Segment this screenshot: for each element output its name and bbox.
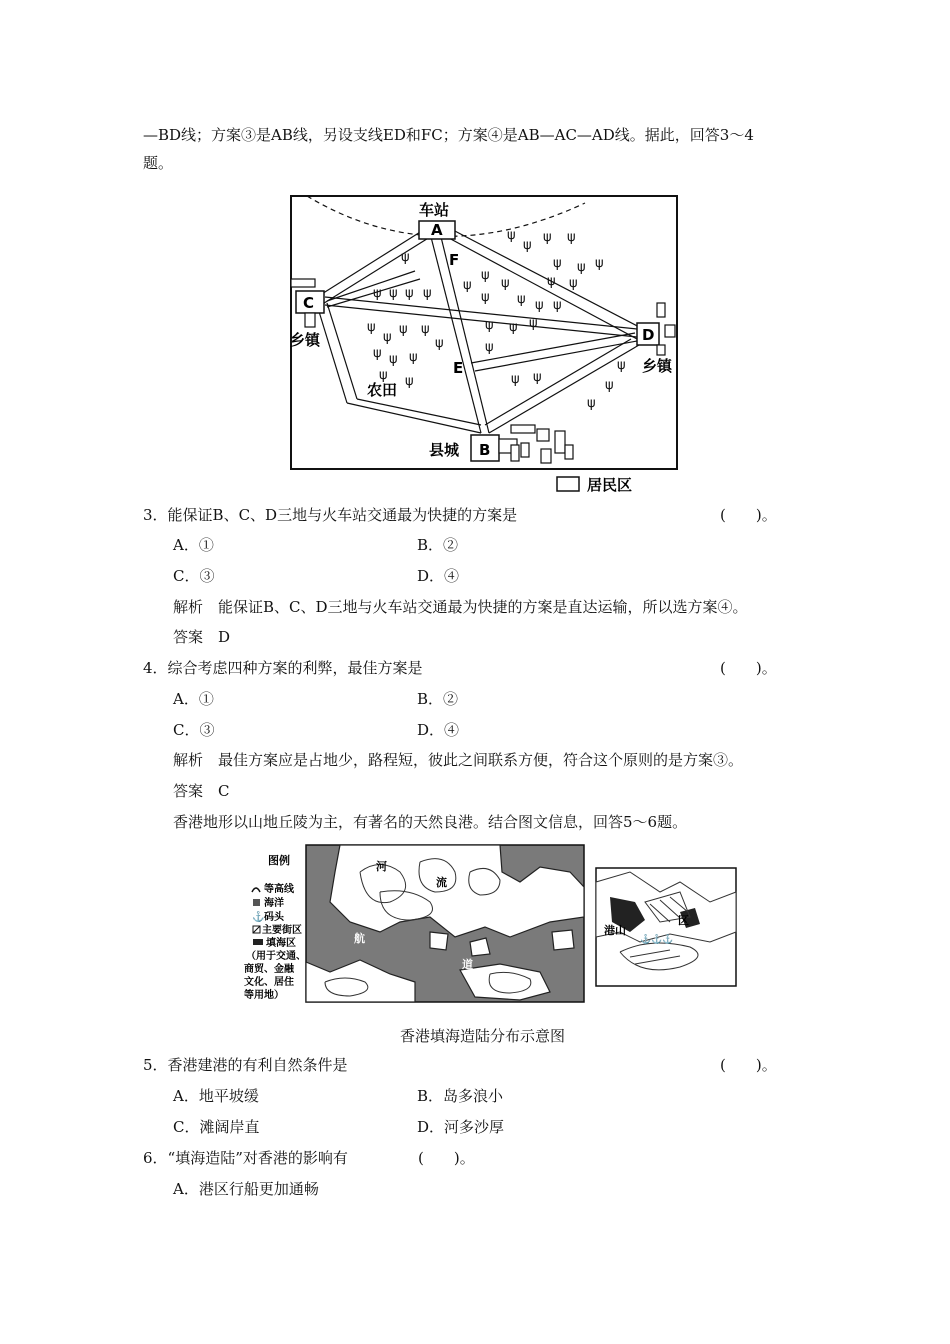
- sea-icon: [253, 899, 260, 906]
- svg-text:ψ: ψ: [535, 298, 544, 313]
- legend-note-1: （用于交通、: [246, 951, 306, 962]
- hk-intro: 香港地形以山地丘陵为主，有著名的天然良港。结合图文信息，回答5～6题。: [173, 813, 688, 831]
- svg-text:ψ: ψ: [617, 358, 626, 373]
- q3-option-d: D．④: [417, 567, 460, 585]
- contour-icon: [252, 888, 260, 892]
- svg-text:ψ: ψ: [373, 346, 382, 361]
- legend-note-3: 文化、居住: [244, 977, 294, 988]
- svg-text:ψ: ψ: [517, 292, 526, 307]
- county-label: 县城: [429, 441, 460, 459]
- svg-text:ψ: ψ: [481, 290, 490, 305]
- svg-text:ψ: ψ: [481, 268, 490, 283]
- svg-text:ψ: ψ: [529, 316, 538, 331]
- svg-text:ψ: ψ: [399, 322, 408, 337]
- label-qu: 区: [678, 914, 689, 927]
- svg-text:ψ: ψ: [373, 286, 382, 301]
- point-A-label: A: [431, 221, 443, 239]
- pier-icon: ⚓⚓⚓: [640, 935, 674, 945]
- q5-bracket: ( )。: [720, 1056, 777, 1074]
- q4-analysis: 解析 最佳方案应是占地少，路程短，彼此之间联系方便，符合这个原则的是方案③。: [173, 751, 744, 769]
- point-F-label: F: [449, 251, 460, 269]
- svg-text:ψ: ψ: [485, 340, 494, 355]
- q3-answer: 答案 D: [173, 628, 231, 646]
- legend-item-street: 主要街区: [262, 925, 302, 936]
- svg-text:ψ: ψ: [605, 378, 614, 393]
- q3-option-c: C．③: [173, 567, 215, 585]
- q4-answer: 答案 C: [173, 782, 230, 800]
- point-E-label: E: [453, 359, 464, 377]
- q4-option-a: A．①: [173, 690, 214, 708]
- legend-note-4: 等用地）: [244, 990, 284, 1001]
- q3-option-a: A．①: [173, 536, 214, 554]
- town-left-label: 乡镇: [290, 331, 321, 349]
- svg-text:ψ: ψ: [547, 274, 556, 289]
- svg-text:ψ: ψ: [587, 396, 596, 411]
- label-dao: 道: [462, 958, 473, 971]
- q4-bracket: ( )。: [720, 659, 777, 677]
- legend-title: 图例: [268, 854, 290, 867]
- legend-box: [557, 477, 579, 491]
- q6-bracket: ( )。: [418, 1149, 475, 1167]
- q4-option-d: D．④: [417, 721, 460, 739]
- q5-option-b: B．岛多浪小: [417, 1087, 504, 1105]
- svg-text:ψ: ψ: [509, 320, 518, 335]
- svg-text:ψ: ψ: [507, 228, 516, 243]
- svg-text:ψ: ψ: [405, 286, 414, 301]
- svg-text:ψ: ψ: [463, 278, 472, 293]
- svg-text:ψ: ψ: [435, 336, 444, 351]
- legend-residential-label: 居民区: [587, 476, 633, 494]
- svg-text:ψ: ψ: [501, 276, 510, 291]
- label-he: 河: [376, 860, 387, 873]
- svg-text:ψ: ψ: [511, 372, 520, 387]
- q3-bracket: ( )。: [720, 506, 777, 524]
- railway-plan-map: [285, 193, 685, 498]
- svg-text:ψ: ψ: [533, 370, 542, 385]
- label-gangshan: 港山: [604, 924, 626, 937]
- svg-text:ψ: ψ: [389, 286, 398, 301]
- svg-text:ψ: ψ: [523, 238, 532, 253]
- legend-item-reclaim: 填海区: [266, 938, 296, 949]
- svg-text:ψ: ψ: [405, 374, 414, 389]
- svg-text:ψ: ψ: [595, 256, 604, 271]
- svg-text:ψ: ψ: [367, 320, 376, 335]
- town-right-label: 乡镇: [642, 357, 673, 375]
- q4-stem: 4．综合考虑四种方案的利弊，最佳方案是: [143, 659, 423, 677]
- svg-text:ψ: ψ: [389, 352, 398, 367]
- svg-text:ψ: ψ: [379, 368, 388, 383]
- legend-item-contour: 等高线: [264, 884, 294, 895]
- svg-text:ψ: ψ: [569, 276, 578, 291]
- point-D-label: D: [642, 326, 655, 344]
- q5-option-c: C．滩阔岸直: [173, 1118, 260, 1136]
- label-liu: 流: [436, 876, 447, 889]
- svg-text:ψ: ψ: [401, 250, 410, 265]
- q4-option-c: C．③: [173, 721, 215, 739]
- q3-analysis: 解析 能保证B、C、D三地与火车站交通最为快捷的方案是直达运输，所以选方案④。: [173, 598, 748, 616]
- svg-text:ψ: ψ: [485, 318, 494, 333]
- q6-stem: 6．“填海造陆”对香港的影响有: [143, 1149, 348, 1167]
- label-hang: 航: [354, 932, 365, 945]
- q3-stem: 3．能保证B、C、D三地与火车站交通最为快捷的方案是: [143, 506, 518, 524]
- q5-option-a: A．地平坡缓: [173, 1087, 259, 1105]
- farmland-label: 农田: [367, 381, 398, 399]
- intro-line-2: 题。: [143, 154, 174, 172]
- point-B-label: B: [479, 441, 491, 459]
- station-label: 车站: [419, 201, 450, 219]
- svg-text:ψ: ψ: [553, 256, 562, 271]
- svg-text:ψ: ψ: [553, 298, 562, 313]
- reclaim-icon: [253, 939, 263, 945]
- svg-text:ψ: ψ: [421, 322, 430, 337]
- map-frame: [291, 196, 677, 469]
- q6-option-a: A．港区行船更加通畅: [173, 1180, 319, 1198]
- svg-text:ψ: ψ: [423, 286, 432, 301]
- svg-text:ψ: ψ: [577, 260, 586, 275]
- q5-stem: 5．香港建港的有利自然条件是: [143, 1056, 348, 1074]
- q4-option-b: B．②: [417, 690, 459, 708]
- legend-note-2: 商贸、金融: [244, 964, 294, 975]
- svg-text:ψ: ψ: [409, 350, 418, 365]
- q5-option-d: D．河多沙厚: [417, 1118, 505, 1136]
- hong-kong-reclamation-map: [240, 842, 740, 1017]
- point-C-label: C: [303, 294, 315, 312]
- legend-item-pier: 码头: [264, 912, 284, 923]
- svg-text:ψ: ψ: [543, 230, 552, 245]
- pier-icon: ⚓: [252, 912, 265, 923]
- svg-text:ψ: ψ: [567, 230, 576, 245]
- intro-line-1: —BD线；方案③是AB线，另设支线ED和FC；方案④是AB—AC—AD线。据此，回答3～4: [143, 126, 754, 144]
- legend-item-sea: 海洋: [264, 898, 284, 909]
- q3-option-b: B．②: [417, 536, 459, 554]
- svg-text:ψ: ψ: [383, 330, 392, 345]
- legend-icons: [252, 888, 264, 945]
- figure2-caption: 香港填海造陆分布示意图: [400, 1027, 566, 1045]
